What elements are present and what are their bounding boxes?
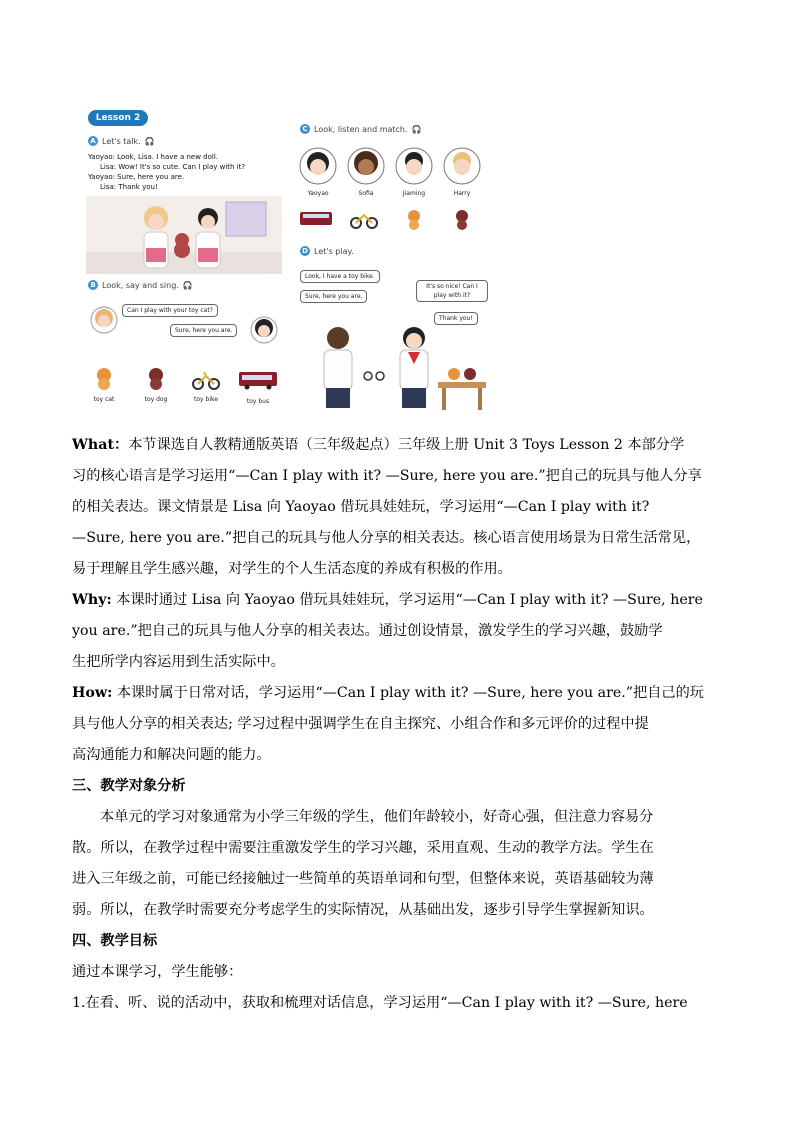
children-portraits <box>298 146 484 188</box>
girls-with-doll-illustration <box>86 196 282 274</box>
how-label: How: <box>72 685 113 701</box>
toy-bike-icon <box>192 370 220 390</box>
text-line: 本节课选自人教精通版英语（三年级起点）三年级上册 Unit 3 Toys Lesson 2 本部分学 <box>128 437 685 453</box>
name-label-sofia: Sofia <box>358 190 374 197</box>
text-line: 本单元的学习对象通常为小学三年级的学生，他们年龄较小，好奇心强，但注意力容易分 <box>100 809 654 825</box>
dialogue-line: Lisa: Thank you! <box>100 183 158 191</box>
text-line: 进入三年级之前，可能已经接触过一些简单的英语单词和句型，但整体来说，英语基础较为薄 <box>72 871 654 887</box>
toy-label-dog: toy dog <box>144 396 168 403</box>
dialogue-text <box>88 152 284 192</box>
text-line: —Sure, here you are.”把自己的玩具与他人分享的相关表达。核心语言使用场景为日常生活常见， <box>72 530 701 546</box>
dialogue-line: Yaoyao: Sure, here you are. <box>88 173 185 181</box>
d-bubble-4: Thank you! <box>434 312 478 325</box>
toy-label-bike: toy bike <box>194 396 218 403</box>
toy-dog-icon <box>144 366 168 390</box>
toy-bus-icon <box>238 370 278 390</box>
toy-label-bus: toy bus <box>246 398 270 405</box>
section-d-title: Let's play. <box>314 246 354 256</box>
goal-1: 1.在看、听、说的活动中，获取和梳理对话信息，学习运用“—Can I play with it? —Sure, here <box>72 995 688 1011</box>
d-bubble-3: It's so nice! Can I play with it? <box>416 280 488 302</box>
name-label-harry: Harry <box>453 190 471 197</box>
section-a-letter: A <box>88 136 98 146</box>
what-label: What： <box>72 437 129 453</box>
document-body <box>72 430 724 1019</box>
headphones-icon: 🎧 <box>411 124 422 134</box>
text-line: 的相关表达。课文情景是 Lisa 向 Yaoyao 借玩具娃娃玩，学习运用“—Can I play with it? <box>72 499 650 515</box>
section-heading-3: 三、教学对象分析 <box>72 778 186 794</box>
text-line: 习的核心语言是学习运用“—Can I play with it? —Sure, here you are.”把自己的玩具与他人分享 <box>72 468 702 484</box>
text-line: 易于理解且学生感兴趣，对学生的个人生活态度的养成有积极的作用。 <box>72 561 512 577</box>
section-d-letter: D <box>300 246 310 256</box>
section-c-letter: C <box>300 124 310 134</box>
text-line: 弱。所以，在教学时需要充分考虑学生的实际情况，从基础出发，逐步引导学生掌握新知识。 <box>72 902 654 918</box>
goals-intro: 通过本课学习，学生能够： <box>72 964 243 980</box>
text-line: 本课时通过 Lisa 向 Yaoyao 借玩具娃娃玩，学习运用“—Can I play with it? —Sure, here <box>111 592 703 608</box>
dialogue-line: Lisa: Wow! It's so cute. Can I play with it? <box>100 163 246 171</box>
section-d-heading <box>300 246 354 256</box>
name-label-yaoyao: Yaoyao <box>307 190 329 197</box>
lesson-right-panel <box>294 112 488 410</box>
girl-avatar-right <box>250 316 278 344</box>
section-heading-4: 四、教学目标 <box>72 933 158 949</box>
toy-label-cat: toy cat <box>93 396 115 403</box>
dialogue-line: Yaoyao: Look, Lisa. I have a new doll. <box>88 153 218 161</box>
b-bubble-question: Can I play with your toy cat? <box>122 304 218 317</box>
b-bubble-answer: Sure, here you are. <box>170 324 237 337</box>
text-line: 本课时属于日常对话，学习运用“—Can I play with it? —Sure, here you are.”把自己的玩 <box>112 685 704 701</box>
text-line: 生把所学内容运用到生活实际中。 <box>72 654 285 670</box>
section-b-heading <box>88 280 193 290</box>
text-line: 高沟通能力和解决问题的能力。 <box>72 747 271 763</box>
section-c-title: Look, listen and match. <box>314 124 408 134</box>
headphones-icon: 🎧 <box>144 136 155 146</box>
match-toys-row <box>298 206 484 232</box>
section-c-heading <box>300 124 422 134</box>
girl-avatar-left <box>90 306 118 334</box>
textbook-page-image <box>86 104 488 410</box>
section-b-title: Look, say and sing. <box>102 280 179 290</box>
name-label-jiaming: Jiaming <box>402 190 426 197</box>
headphones-icon: 🎧 <box>182 280 193 290</box>
how-paragraph <box>72 678 724 709</box>
toy-cat-icon <box>92 366 116 390</box>
what-paragraph <box>72 430 724 461</box>
section-a-title: Let's talk. <box>102 136 141 146</box>
why-paragraph <box>72 585 724 616</box>
text-line: 具与他人分享的相关表达; 学习过程中强调学生在自主探究、小组合作和多元评价的过程中提 <box>72 716 649 732</box>
text-line: you are.”把自己的玩具与他人分享的相关表达。通过创设情景，激发学生的学习兴趣，鼓励学 <box>72 623 663 639</box>
lesson-badge: Lesson 2 <box>88 110 148 126</box>
section-a-heading <box>88 136 155 146</box>
d-bubble-2: Sure, here you are. <box>300 290 367 303</box>
boys-playing-illustration <box>298 318 488 410</box>
d-bubble-1: Look, I have a toy bike. <box>300 270 380 283</box>
section-b-letter: B <box>88 280 98 290</box>
why-label: Why: <box>72 592 112 608</box>
lesson-left-panel <box>86 104 286 410</box>
text-line: 散。所以，在教学过程中需要注重激发学生的学习兴趣，采用直观、生动的教学方法。学生在 <box>72 840 654 856</box>
